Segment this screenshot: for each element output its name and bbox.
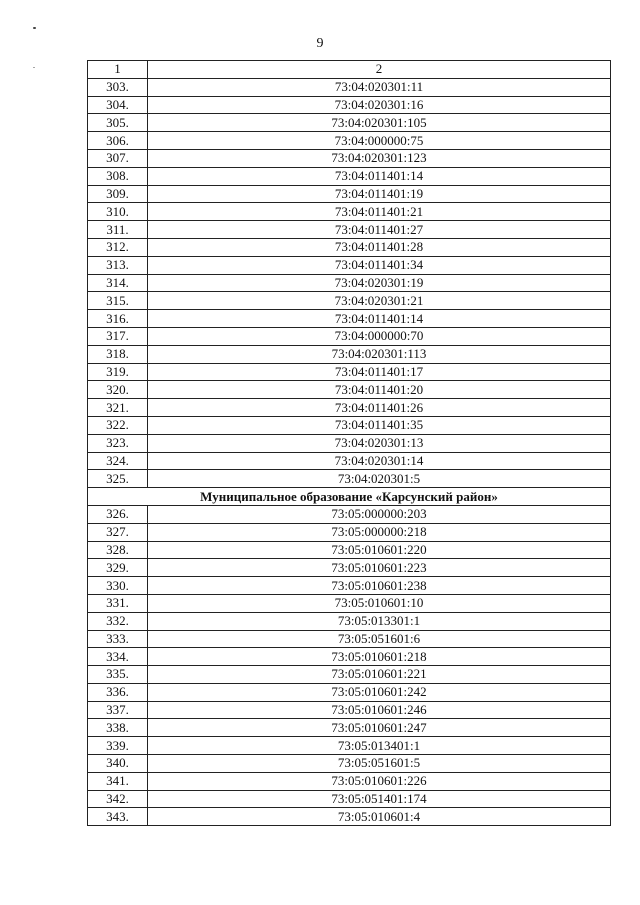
table-row (88, 96, 611, 114)
row-number: 320. (88, 381, 148, 399)
row-number: 317. (88, 327, 148, 345)
table-row (88, 434, 611, 452)
table-row (88, 167, 611, 185)
table-row (88, 114, 611, 132)
cadastral-number: 73:04:020301:5 (148, 470, 611, 488)
cadastral-number: 73:05:010601:218 (148, 648, 611, 666)
cadastral-number: 73:04:020301:13 (148, 434, 611, 452)
cadastral-table-body (88, 61, 611, 826)
row-number: 309. (88, 185, 148, 203)
table-row (88, 648, 611, 666)
row-number: 304. (88, 96, 148, 114)
cadastral-number: 73:05:051601:6 (148, 630, 611, 648)
column-header-cadastral: 2 (148, 61, 611, 79)
row-number: 311. (88, 221, 148, 239)
cadastral-number: 73:04:011401:21 (148, 203, 611, 221)
row-number: 337. (88, 701, 148, 719)
table-row (88, 808, 611, 826)
cadastral-number: 73:04:011401:34 (148, 256, 611, 274)
table-row (88, 221, 611, 239)
table-row (88, 399, 611, 417)
table-row (88, 755, 611, 773)
cadastral-number: 73:05:051401:174 (148, 790, 611, 808)
table-header-row (88, 61, 611, 79)
row-number: 329. (88, 559, 148, 577)
table-row (88, 772, 611, 790)
cadastral-number: 73:04:000000:70 (148, 327, 611, 345)
cadastral-number: 73:05:000000:203 (148, 505, 611, 523)
row-number: 303. (88, 78, 148, 96)
table-row (88, 256, 611, 274)
row-number: 339. (88, 737, 148, 755)
cadastral-number: 73:04:020301:19 (148, 274, 611, 292)
table-row (88, 594, 611, 612)
row-number: 342. (88, 790, 148, 808)
cadastral-number: 73:04:020301:123 (148, 149, 611, 167)
row-number: 307. (88, 149, 148, 167)
cadastral-number: 73:05:010601:4 (148, 808, 611, 826)
row-number: 343. (88, 808, 148, 826)
table-row (88, 719, 611, 737)
table-row (88, 559, 611, 577)
cadastral-number: 73:04:020301:16 (148, 96, 611, 114)
table-row (88, 310, 611, 328)
cadastral-number: 73:05:010601:226 (148, 772, 611, 790)
table-row (88, 701, 611, 719)
row-number: 327. (88, 523, 148, 541)
row-number: 330. (88, 577, 148, 595)
section-title: Муниципальное образование «Карсунский район» (88, 488, 611, 506)
cadastral-number: 73:04:000000:75 (148, 132, 611, 150)
cadastral-number: 73:04:011401:26 (148, 399, 611, 417)
cadastral-number: 73:05:051601:5 (148, 755, 611, 773)
row-number: 333. (88, 630, 148, 648)
cadastral-number: 73:05:010601:246 (148, 701, 611, 719)
table-row (88, 78, 611, 96)
row-number: 318. (88, 345, 148, 363)
table-row (88, 505, 611, 523)
row-number: 323. (88, 434, 148, 452)
row-number: 326. (88, 505, 148, 523)
scan-speck (33, 67, 35, 68)
table-row (88, 666, 611, 684)
table-row (88, 416, 611, 434)
cadastral-number: 73:04:020301:113 (148, 345, 611, 363)
table-row (88, 790, 611, 808)
table-row (88, 274, 611, 292)
cadastral-number: 73:04:020301:11 (148, 78, 611, 96)
cadastral-number: 73:05:010601:223 (148, 559, 611, 577)
row-number: 322. (88, 416, 148, 434)
table-row (88, 185, 611, 203)
table-row (88, 327, 611, 345)
scan-speck (33, 27, 36, 29)
row-number: 319. (88, 363, 148, 381)
row-number: 316. (88, 310, 148, 328)
table-row (88, 452, 611, 470)
row-number: 338. (88, 719, 148, 737)
table-row (88, 238, 611, 256)
row-number: 331. (88, 594, 148, 612)
row-number: 340. (88, 755, 148, 773)
table-row (88, 132, 611, 150)
section-row (88, 488, 611, 506)
table-row (88, 612, 611, 630)
row-number: 314. (88, 274, 148, 292)
table-row (88, 381, 611, 399)
page-number: 9 (316, 36, 324, 51)
table-row (88, 683, 611, 701)
cadastral-number: 73:05:010601:247 (148, 719, 611, 737)
cadastral-number: 73:04:011401:19 (148, 185, 611, 203)
row-number: 336. (88, 683, 148, 701)
cadastral-number: 73:05:010601:220 (148, 541, 611, 559)
cadastral-number: 73:04:011401:20 (148, 381, 611, 399)
row-number: 332. (88, 612, 148, 630)
row-number: 328. (88, 541, 148, 559)
cadastral-number: 73:05:010601:10 (148, 594, 611, 612)
cadastral-number: 73:05:000000:218 (148, 523, 611, 541)
table-row (88, 470, 611, 488)
row-number: 315. (88, 292, 148, 310)
cadastral-number: 73:05:013301:1 (148, 612, 611, 630)
cadastral-number: 73:04:011401:35 (148, 416, 611, 434)
table-row (88, 541, 611, 559)
row-number: 312. (88, 238, 148, 256)
cadastral-number: 73:04:020301:21 (148, 292, 611, 310)
table-row (88, 630, 611, 648)
cadastral-number: 73:04:011401:17 (148, 363, 611, 381)
table-row (88, 345, 611, 363)
row-number: 308. (88, 167, 148, 185)
cadastral-number: 73:05:010601:221 (148, 666, 611, 684)
cadastral-number: 73:04:011401:14 (148, 310, 611, 328)
column-header-number: 1 (88, 61, 148, 79)
row-number: 325. (88, 470, 148, 488)
table-row (88, 363, 611, 381)
cadastral-number: 73:04:011401:28 (148, 238, 611, 256)
row-number: 313. (88, 256, 148, 274)
table-row (88, 203, 611, 221)
cadastral-number: 73:04:011401:27 (148, 221, 611, 239)
table-row (88, 737, 611, 755)
cadastral-number: 73:04:020301:105 (148, 114, 611, 132)
row-number: 341. (88, 772, 148, 790)
cadastral-number: 73:04:011401:14 (148, 167, 611, 185)
row-number: 324. (88, 452, 148, 470)
cadastral-number: 73:05:010601:238 (148, 577, 611, 595)
row-number: 306. (88, 132, 148, 150)
cadastral-number: 73:04:020301:14 (148, 452, 611, 470)
row-number: 335. (88, 666, 148, 684)
cadastral-number: 73:05:013401:1 (148, 737, 611, 755)
table-row (88, 577, 611, 595)
row-number: 305. (88, 114, 148, 132)
row-number: 310. (88, 203, 148, 221)
table-row (88, 149, 611, 167)
table-row (88, 292, 611, 310)
row-number: 321. (88, 399, 148, 417)
row-number: 334. (88, 648, 148, 666)
cadastral-number: 73:05:010601:242 (148, 683, 611, 701)
table-row (88, 523, 611, 541)
cadastral-table (87, 60, 611, 826)
